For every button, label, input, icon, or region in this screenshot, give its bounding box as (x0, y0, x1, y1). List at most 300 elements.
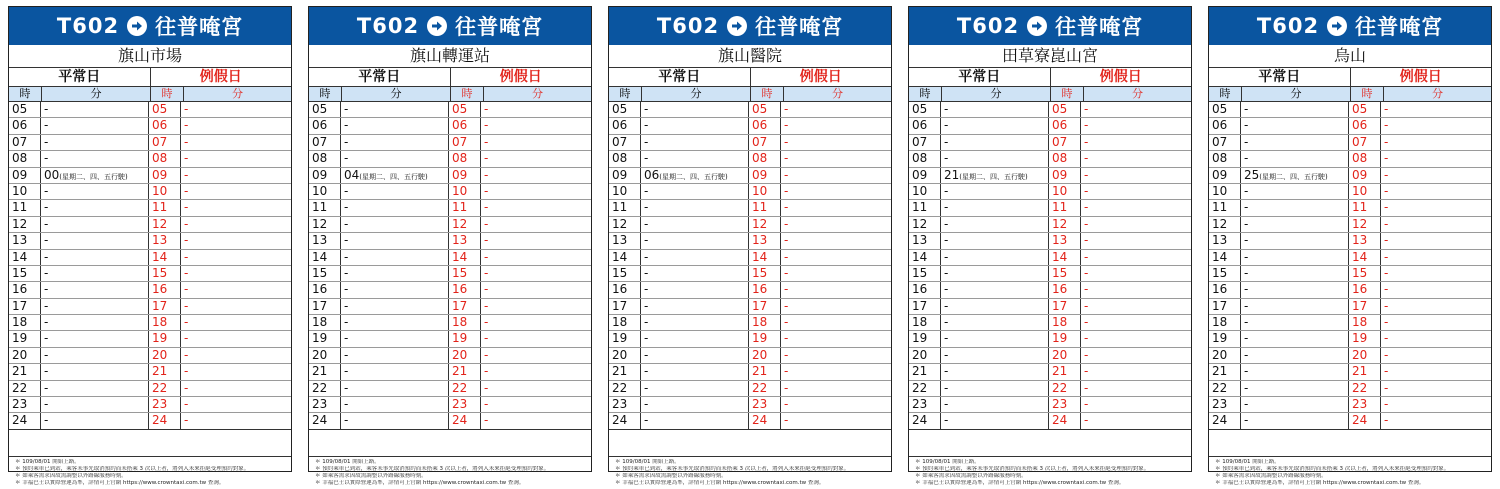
holiday-label: 例假日 (799, 69, 842, 85)
weekday-hour: 16 (609, 282, 641, 297)
holiday-hour: 11 (149, 200, 181, 215)
weekday-minutes: - (341, 397, 449, 412)
holiday-hour: 22 (1349, 381, 1381, 396)
holiday-hour: 05 (149, 102, 181, 117)
holiday-hour: 18 (149, 315, 181, 330)
holiday-label: 例假日 (499, 69, 542, 85)
weekday-minutes: - (341, 200, 449, 215)
weekday-minutes: - (1241, 299, 1349, 314)
holiday-hour: 13 (749, 233, 781, 248)
holiday-hour: 11 (449, 200, 481, 215)
holiday-minutes: - (1084, 315, 1089, 330)
notes-section (909, 457, 1191, 489)
holiday-hour: 16 (1349, 282, 1381, 297)
holiday-minutes: - (784, 216, 789, 231)
weekday-hour: 12 (309, 217, 341, 232)
table-row (609, 381, 891, 397)
holiday-minutes: - (484, 364, 489, 379)
weekday-hour: 13 (309, 233, 341, 248)
weekday-minutes: - (341, 102, 449, 117)
holiday-minutes: - (484, 413, 489, 428)
weekday-hour: 21 (9, 364, 41, 379)
weekday-minutes: - (941, 135, 1049, 150)
weekday-minutes: - (1241, 266, 1349, 281)
stop-name: 旗山醫院 (609, 45, 891, 68)
holiday-minutes: - (1084, 413, 1089, 428)
table-row (909, 250, 1191, 266)
holiday-minutes: - (1384, 347, 1389, 362)
holiday-hour: 14 (1049, 250, 1081, 265)
arrow-right-icon (127, 16, 147, 36)
note-line: ＊ 如乘客需求因故需調整以外路線服務時刻。 (1215, 472, 1327, 479)
service-days-note: (星期二、四、五行駛) (959, 172, 1028, 181)
holiday-minutes: - (484, 331, 489, 346)
holiday-hour: 14 (749, 250, 781, 265)
table-row (609, 299, 891, 315)
holiday-minutes: - (784, 200, 789, 215)
holiday-minutes: - (784, 118, 789, 133)
weekday-minutes: - (641, 413, 749, 428)
table-row (1209, 413, 1491, 428)
route-header (309, 7, 591, 45)
weekday-minutes: - (641, 233, 749, 248)
holiday-minutes: - (784, 183, 789, 198)
holiday-minutes: - (184, 315, 189, 330)
weekday-minutes: - (1241, 397, 1349, 412)
weekday-minutes: - (941, 282, 1049, 297)
holiday-hour: 09 (749, 168, 781, 183)
holiday-hour: 07 (749, 135, 781, 150)
weekday-minutes: - (641, 217, 749, 232)
table-row (609, 135, 891, 151)
table-row (9, 348, 291, 364)
schedule-rows (1209, 102, 1491, 430)
holiday-minutes: - (484, 200, 489, 215)
holiday-minutes: - (484, 216, 489, 231)
weekday-minutes: - (41, 118, 149, 133)
holiday-minutes: - (1384, 102, 1389, 116)
schedule-rows (909, 102, 1191, 430)
table-row (309, 102, 591, 118)
holiday-hour: 21 (149, 364, 181, 379)
holiday-hour: 07 (1349, 135, 1381, 150)
table-row (1209, 200, 1491, 216)
service-days-note: (星期二、四、五行駛) (1259, 172, 1328, 181)
holiday-hour: 16 (449, 282, 481, 297)
weekday-minute-header: 分 (1242, 87, 1351, 101)
departure-minute: 04 (344, 167, 360, 182)
weekday-hour: 19 (9, 331, 41, 346)
column-header-row (309, 87, 591, 102)
day-type-row (9, 68, 291, 87)
table-row (309, 184, 591, 200)
weekday-minutes: - (1241, 250, 1349, 265)
table-row (9, 381, 291, 397)
weekday-hour: 06 (909, 118, 941, 133)
holiday-minutes: - (484, 380, 489, 395)
column-header-row (909, 87, 1191, 102)
weekday-minutes: - (41, 266, 149, 281)
route-header (9, 7, 291, 45)
column-header-row (609, 87, 891, 102)
note-line: ＊ 109/08/01 開始上路。 (615, 458, 680, 465)
holiday-hour: 20 (749, 348, 781, 363)
weekday-minutes: - (41, 397, 149, 412)
holiday-hour: 13 (1349, 233, 1381, 248)
weekday-hour: 15 (1209, 266, 1241, 281)
holiday-minutes: - (484, 249, 489, 264)
table-row (309, 135, 591, 151)
weekday-hour: 19 (609, 331, 641, 346)
weekday-minute-header: 分 (42, 87, 151, 101)
holiday-minutes: - (1084, 364, 1089, 379)
holiday-hour: 20 (1049, 348, 1081, 363)
table-row (309, 266, 591, 282)
holiday-minutes: - (1384, 200, 1389, 215)
table-row (909, 282, 1191, 298)
table-row (309, 217, 591, 233)
table-row (1209, 184, 1491, 200)
column-header-row (9, 87, 291, 102)
holiday-hour: 09 (149, 168, 181, 183)
holiday-minutes: - (1084, 397, 1089, 412)
holiday-hour: 19 (149, 331, 181, 346)
arrow-right-icon (1027, 16, 1047, 36)
day-type-row (309, 68, 591, 87)
weekday-minutes: - (41, 135, 149, 150)
holiday-minutes: - (784, 282, 789, 297)
weekday-minutes: - (941, 184, 1049, 199)
holiday-minutes: - (184, 233, 189, 248)
table-row (9, 315, 291, 331)
weekday-hour-header: 時 (909, 87, 942, 101)
holiday-hour: 13 (149, 233, 181, 248)
note-line: ＊ 預約乘車已到站，乘客未事先取消預約而未搭乘 3 次以上者，將列入未來拒絕受理預約對象。 (915, 465, 1150, 472)
note-line: ＊ 如乘客需求因故需調整以外路線服務時刻。 (315, 472, 427, 479)
weekday-minutes: - (1241, 217, 1349, 232)
weekday-minutes: - (341, 315, 449, 330)
weekday-hour: 18 (909, 315, 941, 330)
service-days-note: (星期二、四、五行駛) (59, 172, 128, 181)
holiday-hour: 05 (1049, 102, 1081, 117)
weekday-hour: 07 (1209, 135, 1241, 150)
weekday-hour: 06 (609, 118, 641, 133)
weekday-hour: 09 (309, 168, 341, 183)
weekday-minutes: - (1241, 364, 1349, 379)
holiday-hour: 07 (449, 135, 481, 150)
weekday-minutes: - (1241, 348, 1349, 363)
holiday-minutes: - (1084, 167, 1089, 182)
note-line: ＊ 如乘客需求因故需調整以外路線服務時刻。 (615, 472, 727, 479)
weekday-hour: 22 (9, 381, 41, 396)
holiday-hour: 12 (1349, 217, 1381, 232)
weekday-hour: 07 (9, 135, 41, 150)
holiday-minutes: - (1384, 380, 1389, 395)
holiday-hour: 18 (749, 315, 781, 330)
weekday-minutes: - (641, 282, 749, 297)
weekday-hour: 10 (609, 184, 641, 199)
holiday-hour: 24 (149, 413, 181, 428)
note-line: ＊ 預約乘車已到站，乘客未事先取消預約而未搭乘 3 次以上者，將列入未來拒絕受理預約對象。 (1215, 465, 1450, 472)
weekday-hour: 15 (309, 266, 341, 281)
table-row (609, 168, 891, 184)
weekday-minute-header: 分 (642, 87, 751, 101)
holiday-hour: 14 (149, 250, 181, 265)
route-header (1209, 7, 1491, 45)
weekday-minutes: - (1241, 151, 1349, 166)
table-row (9, 233, 291, 249)
table-row (9, 184, 291, 200)
table-row (309, 364, 591, 380)
weekday-hour: 21 (309, 364, 341, 379)
departure-minute: 21 (944, 167, 960, 182)
weekday-minutes: - (41, 200, 149, 215)
holiday-minutes: - (184, 331, 189, 346)
weekday-hour: 24 (909, 413, 941, 428)
table-row (9, 168, 291, 184)
table-row (1209, 102, 1491, 118)
holiday-minutes: - (784, 265, 789, 280)
weekday-hour: 06 (1209, 118, 1241, 133)
table-row (609, 217, 891, 233)
day-type-row (909, 68, 1191, 87)
weekday-hour: 05 (909, 102, 941, 117)
blank-area (1209, 430, 1491, 457)
weekday-minutes: - (41, 282, 149, 297)
weekday-minutes: - (641, 135, 749, 150)
holiday-minutes: - (184, 102, 189, 116)
weekday-hour: 22 (909, 381, 941, 396)
weekday-minutes: - (41, 151, 149, 166)
weekday-minutes: - (1241, 135, 1349, 150)
holiday-minutes: - (1084, 216, 1089, 231)
table-row (609, 266, 891, 282)
arrow-right-icon (727, 16, 747, 36)
holiday-hour: 19 (749, 331, 781, 346)
holiday-label: 例假日 (199, 69, 242, 85)
holiday-hour: 22 (149, 381, 181, 396)
timetable-panel (308, 6, 592, 486)
weekday-hour: 16 (909, 282, 941, 297)
holiday-hour: 15 (449, 266, 481, 281)
weekday-minutes: - (941, 233, 1049, 248)
weekday-label: 平常日 (1209, 68, 1351, 86)
weekday-minutes: - (341, 348, 449, 363)
holiday-hour: 18 (1049, 315, 1081, 330)
weekday-minutes: - (641, 250, 749, 265)
weekday-hour: 24 (309, 413, 341, 428)
table-row (609, 331, 891, 347)
weekday-minutes: - (1241, 381, 1349, 396)
weekday-minutes (941, 168, 1049, 183)
weekday-minutes: - (341, 299, 449, 314)
holiday-hour: 07 (149, 135, 181, 150)
weekday-minutes: - (341, 364, 449, 379)
table-row (909, 331, 1191, 347)
note-line: ＊ 109/08/01 開始上路。 (15, 458, 80, 465)
table-row (1209, 233, 1491, 249)
route-destination: 往普唵宮 (455, 15, 544, 39)
table-row (609, 250, 891, 266)
schedule-rows (309, 102, 591, 430)
note-line: ＊ 幸福巴士以實際營運為準，詳情可上官網 https://www.crowntaxi.com.tw 查詢。 (615, 479, 825, 486)
table-row (1209, 299, 1491, 315)
holiday-minutes: - (484, 233, 489, 248)
holiday-minutes: - (484, 151, 489, 166)
weekday-minutes: - (41, 184, 149, 199)
weekday-minutes: - (941, 348, 1049, 363)
holiday-minutes: - (184, 183, 189, 198)
weekday-minutes: - (641, 102, 749, 117)
stop-name: 旗山轉運站 (309, 45, 591, 68)
weekday-hour: 20 (609, 348, 641, 363)
note-line: ＊ 幸福巴士以實際營運為準，詳情可上官網 https://www.crowntaxi.com.tw 查詢。 (315, 479, 525, 486)
weekday-minutes: - (41, 233, 149, 248)
holiday-minutes: - (1384, 315, 1389, 330)
holiday-hour: 24 (749, 413, 781, 428)
weekday-hour: 05 (9, 102, 41, 117)
weekday-hour: 23 (1209, 397, 1241, 412)
holiday-minutes: - (784, 397, 789, 412)
holiday-minutes: - (1084, 347, 1089, 362)
table-row (909, 397, 1191, 413)
holiday-hour: 10 (449, 184, 481, 199)
holiday-minutes: - (1384, 282, 1389, 297)
holiday-hour: 12 (449, 217, 481, 232)
weekday-hour: 13 (609, 233, 641, 248)
holiday-minutes: - (484, 397, 489, 412)
table-row (9, 282, 291, 298)
holiday-hour: 15 (1049, 266, 1081, 281)
holiday-minutes: - (1384, 331, 1389, 346)
holiday-hour: 22 (1049, 381, 1081, 396)
weekday-minutes: - (641, 331, 749, 346)
holiday-hour: 17 (1049, 299, 1081, 314)
table-row (1209, 135, 1491, 151)
weekday-hour: 11 (909, 200, 941, 215)
weekday-minutes: - (341, 282, 449, 297)
holiday-minutes: - (784, 102, 789, 116)
holiday-hour: 08 (749, 151, 781, 166)
weekday-minutes: - (41, 364, 149, 379)
schedule-rows (609, 102, 891, 430)
holiday-hour: 10 (1049, 184, 1081, 199)
weekday-minutes: - (41, 217, 149, 232)
weekday-hour: 21 (1209, 364, 1241, 379)
weekday-hour: 08 (609, 151, 641, 166)
holiday-minutes: - (1384, 134, 1389, 149)
note-line: ＊ 109/08/01 開始上路。 (915, 458, 980, 465)
holiday-minutes: - (784, 233, 789, 248)
holiday-hour: 23 (1049, 397, 1081, 412)
weekday-hour: 16 (309, 282, 341, 297)
table-row (609, 282, 891, 298)
weekday-hour: 17 (609, 299, 641, 314)
holiday-minutes: - (784, 298, 789, 313)
holiday-hour: 21 (1049, 364, 1081, 379)
table-row (9, 397, 291, 413)
holiday-hour: 13 (449, 233, 481, 248)
holiday-minutes: - (484, 315, 489, 330)
weekday-minutes: - (41, 299, 149, 314)
weekday-minutes: - (941, 413, 1049, 428)
weekday-hour: 12 (909, 217, 941, 232)
weekday-hour: 22 (309, 381, 341, 396)
weekday-hour: 07 (909, 135, 941, 150)
table-row (609, 364, 891, 380)
holiday-hour: 06 (749, 118, 781, 133)
weekday-minutes: - (941, 299, 1049, 314)
table-row (9, 250, 291, 266)
holiday-minutes: - (184, 380, 189, 395)
weekday-hour: 13 (9, 233, 41, 248)
table-row (9, 364, 291, 380)
weekday-minutes: - (941, 381, 1049, 396)
route-number: T602 (1256, 14, 1320, 38)
holiday-minutes: - (784, 380, 789, 395)
weekday-minutes: - (341, 233, 449, 248)
day-type-row (1209, 68, 1491, 87)
route-destination: 往普唵宮 (755, 15, 844, 39)
weekday-hour: 10 (9, 184, 41, 199)
holiday-minutes: - (184, 200, 189, 215)
table-row (909, 315, 1191, 331)
weekday-hour: 15 (609, 266, 641, 281)
holiday-hour-header: 時 (451, 87, 484, 101)
holiday-hour: 16 (1049, 282, 1081, 297)
arrow-right-icon (427, 16, 447, 36)
weekday-minutes: - (941, 315, 1049, 330)
holiday-hour: 15 (1349, 266, 1381, 281)
weekday-minutes (41, 168, 149, 183)
holiday-minute-header: 分 (232, 87, 243, 100)
weekday-hour: 09 (609, 168, 641, 183)
weekday-hour: 19 (1209, 331, 1241, 346)
weekday-minute-header: 分 (942, 87, 1051, 101)
weekday-hour: 08 (909, 151, 941, 166)
weekday-hour: 20 (1209, 348, 1241, 363)
holiday-hour: 19 (449, 331, 481, 346)
weekday-label: 平常日 (9, 68, 151, 86)
holiday-hour: 12 (149, 217, 181, 232)
table-row (9, 118, 291, 134)
timetable-panel (608, 6, 892, 486)
table-row (909, 381, 1191, 397)
holiday-hour: 15 (749, 266, 781, 281)
holiday-minutes: - (484, 282, 489, 297)
holiday-label: 例假日 (1399, 69, 1442, 85)
holiday-minutes: - (784, 134, 789, 149)
weekday-hour: 21 (909, 364, 941, 379)
weekday-minutes: - (1241, 413, 1349, 428)
note-line: ＊ 109/08/01 開始上路。 (315, 458, 380, 465)
weekday-hour: 15 (909, 266, 941, 281)
weekday-hour: 06 (9, 118, 41, 133)
departure-minute: 00 (44, 167, 60, 182)
note-line: ＊ 預約乘車已到站，乘客未事先取消預約而未搭乘 3 次以上者，將列入未來拒絕受理預約對象。 (15, 465, 250, 472)
note-line: ＊ 如乘客需求因故需調整以外路線服務時刻。 (15, 472, 127, 479)
holiday-minutes: - (184, 265, 189, 280)
route-header (909, 7, 1191, 45)
weekday-minutes: - (1241, 331, 1349, 346)
holiday-hour: 18 (1349, 315, 1381, 330)
holiday-minutes: - (184, 167, 189, 182)
stop-name: 烏山 (1209, 45, 1491, 68)
note-line: ＊ 109/08/01 開始上路。 (1215, 458, 1280, 465)
weekday-hour: 20 (9, 348, 41, 363)
weekday-minutes: - (1241, 233, 1349, 248)
holiday-hour: 22 (749, 381, 781, 396)
